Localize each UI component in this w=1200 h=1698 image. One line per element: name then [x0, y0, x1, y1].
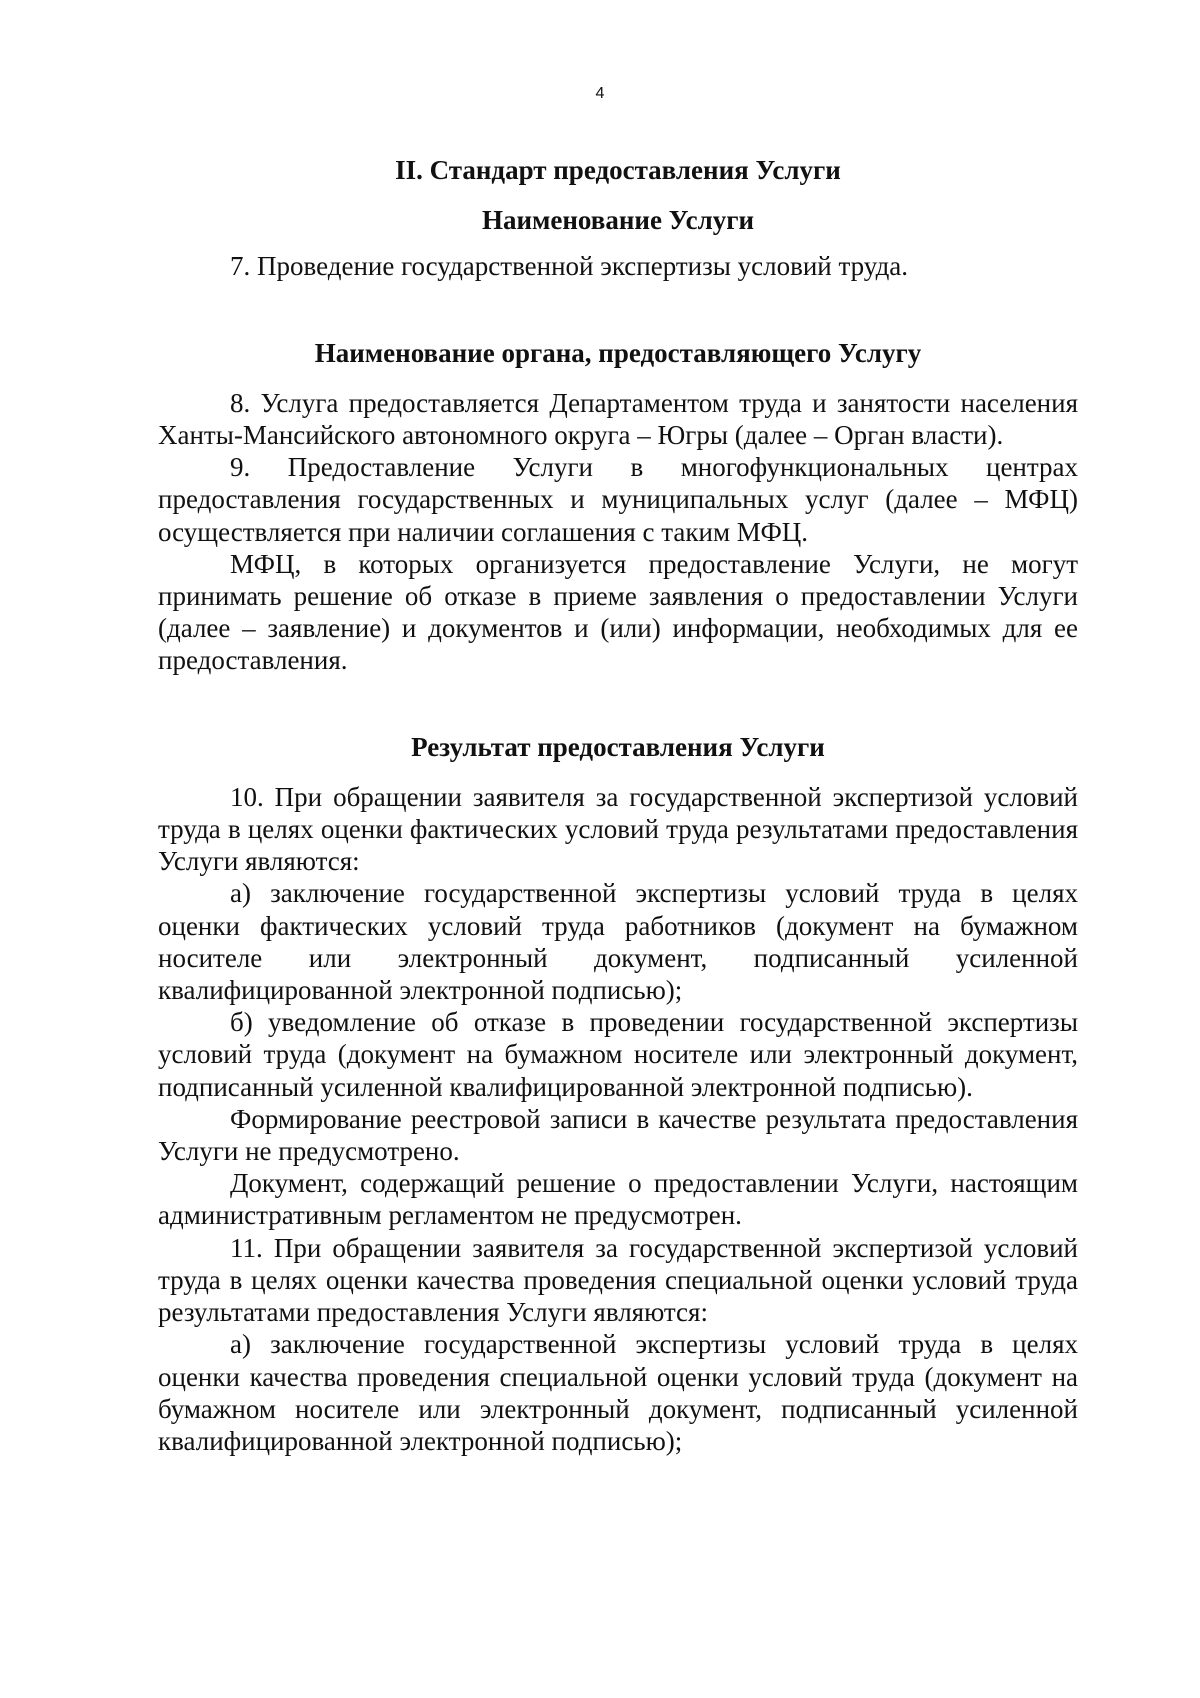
paragraph-8: 8. Услуга предоставляется Департаментом труда и занятости населения Ханты-Мансийского автономного округа – Югры (далее – Орган власти). — [158, 387, 1078, 451]
paragraph-10-registry: Формирование реестровой записи в качестве результата предоставления Услуги не предусмотрено. — [158, 1103, 1078, 1167]
paragraph-10-b: б) уведомление об отказе в проведении государственной экспертизы условий труда (документ на бумажном носителе или электронный документ, подписанный усиленной квалифицированной электронной подписью). — [158, 1007, 1078, 1102]
paragraph-7: 7. Проведение государственной экспертизы условий труда. — [230, 251, 909, 282]
document-body — [158, 154, 1078, 1457]
paragraph-10-a: а) заключение государственной экспертизы условий труда в целях оценки фактических условий труда работников (документ на бумажном носителе или электронный документ, подписанный усиленной квалифицированной электронной подписью); — [158, 878, 1078, 1006]
paragraph-10-document: Документ, содержащий решение о предоставлении Услуги, настоящим административным регламентом не предусмотрен. — [158, 1168, 1078, 1231]
paragraph-10: 10. При обращении заявителя за государственной экспертизой условий труда в целях оценки фактических условий труда результатами предоставления Услуги являются: — [158, 781, 1078, 877]
paragraph-11: 11. При обращении заявителя за государственной экспертизой условий труда в целях оценки качества проведения специальной оценки условий труда результатами предоставления Услуги являются: — [158, 1232, 1078, 1328]
paragraph-9: 9. Предоставление Услуги в многофункциональных центрах предоставления государственных и муниципальных услуг (далее – МФЦ) осуществляется при наличии соглашения с таким МФЦ. — [158, 452, 1078, 547]
service-name-heading: Наименование Услуги — [481, 205, 755, 236]
section-heading: II. Стандарт предоставления Услуги — [395, 155, 841, 185]
page-number: 4 — [595, 85, 605, 102]
paragraph-11-a: а) заключение государственной экспертизы условий труда в целях оценки качества проведения специальной оценки условий труда (документ на бумажном носителе или электронный документ, подписанный усиленной квалифицированной электронной подписью); — [158, 1329, 1078, 1456]
result-heading: Результат предоставления Услуги — [411, 731, 825, 762]
paragraph-9-mfc: МФЦ, в которых организуется предоставление Услуги, не могут принимать решение об отказе в приеме заявления о предоставлении Услуги (далее – заявление) и документов и (или) информации, необходимых для ее предоставления. — [158, 548, 1078, 676]
organ-name-heading: Наименование органа, предоставляющего Услугу — [314, 337, 922, 368]
